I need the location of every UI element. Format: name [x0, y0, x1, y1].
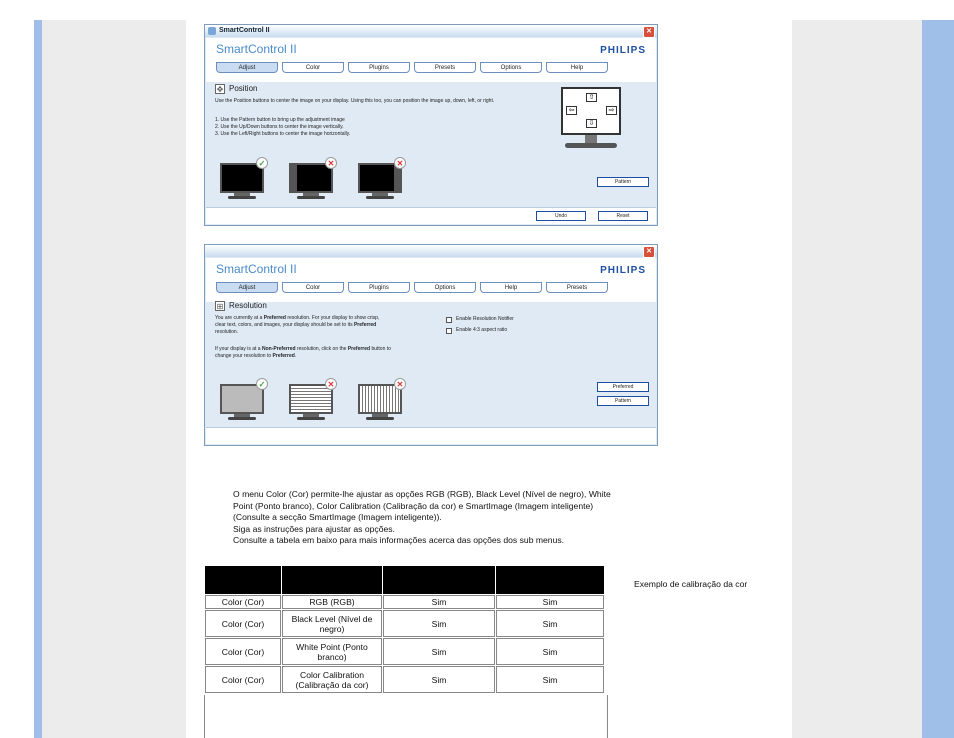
cross-icon: ✕ [325, 157, 337, 169]
color-menu-intro [233, 489, 628, 547]
text: button to change your resolution to [215, 346, 391, 359]
table-header-cell [282, 566, 382, 594]
tab-color[interactable]: Color [282, 282, 344, 293]
cross-icon: ✕ [394, 378, 406, 390]
table-cell: Black Level (Nível de negro) [282, 610, 382, 637]
table-continuation [204, 695, 608, 738]
table-cell: Sim [383, 595, 495, 609]
table-cell: Sim [496, 638, 604, 665]
close-icon[interactable]: ✕ [643, 26, 655, 38]
table-header-cell [383, 566, 495, 594]
down-arrow-icon[interactable]: ⇩ [586, 119, 597, 128]
monitor-base [366, 196, 394, 199]
position-description: Use the Position buttons to center the image on your display. Using this too, you can position the image up, down, left, or right. [215, 98, 495, 104]
pattern-button[interactable]: Pattern [597, 177, 649, 187]
monitor-example-non-preferred-1 [289, 380, 335, 422]
text: resolution, click on the [295, 346, 348, 352]
step-3: 3. Use the Left/Right buttons to center the image horizontally. [215, 131, 351, 137]
resolution-notifier-checkbox[interactable] [446, 317, 452, 323]
tab-color[interactable]: Color [282, 62, 344, 73]
smartcontrol-position-window [204, 24, 658, 226]
table-header-cell [205, 566, 281, 594]
cross-icon: ✕ [325, 378, 337, 390]
tab-help[interactable]: Help [480, 282, 542, 293]
text: You are currently at a [215, 315, 264, 321]
undo-button[interactable]: Undo [536, 211, 586, 221]
monitor-example-preferred [220, 380, 266, 422]
pattern-button[interactable]: Pattern [597, 396, 649, 406]
aspect-ratio-checkbox[interactable] [446, 328, 452, 334]
intro-line-2: Siga as instruções para ajustar as opções. [233, 523, 395, 534]
app-header [206, 258, 656, 302]
table-cell: Sim [383, 610, 495, 637]
monitor-base [565, 143, 617, 148]
position-control-diagram [539, 85, 647, 153]
monitor-example-non-preferred-2 [358, 380, 404, 422]
tab-options[interactable]: Options [414, 282, 476, 293]
close-icon[interactable]: ✕ [643, 246, 655, 258]
text: If your display is at a [215, 346, 262, 352]
window-footer [206, 427, 656, 444]
table-header-row [205, 566, 604, 594]
resolution-paragraph-2 [215, 346, 405, 360]
intro-line-3: Consulte a tabela em baixo para mais informações acerca das opções dos sub menus. [233, 535, 565, 545]
submenu-table [204, 565, 605, 694]
tab-presets[interactable]: Presets [546, 282, 608, 293]
left-arrow-icon[interactable]: ⇦ [566, 106, 577, 115]
table-header-cell [496, 566, 604, 594]
text: resolution. For your display to show crisp, clear text, colors, and images, your display should be set to its [215, 315, 380, 328]
table-row [205, 638, 604, 665]
text-bold: Preferred [263, 315, 286, 321]
cross-icon: ✕ [394, 157, 406, 169]
resolution-paragraph-1 [215, 315, 380, 336]
resolution-icon: ⊞ [216, 302, 224, 311]
position-steps [215, 117, 515, 138]
table-cell: Color (Cor) [205, 666, 281, 693]
table-cell: Color Calibration (Calibração da cor) [282, 666, 382, 693]
table-cell: Sim [496, 595, 604, 609]
position-icon: ✥ [216, 85, 224, 94]
monitor-base [228, 196, 256, 199]
window-footer [206, 207, 656, 224]
page-left-border [34, 20, 42, 738]
monitor-example-wrong-1 [289, 159, 335, 201]
section-title: Resolution [229, 301, 267, 310]
tab-help[interactable]: Help [546, 62, 608, 73]
tab-plugins[interactable]: Plugins [348, 62, 410, 73]
table-row [205, 666, 604, 693]
tab-adjust[interactable]: Adjust [216, 62, 278, 73]
app-title: SmartControl II [216, 42, 297, 56]
app-title: SmartControl II [216, 262, 297, 276]
brand-logo: PHILIPS [600, 45, 646, 56]
text-bold: Non-Preferred [261, 346, 296, 352]
table-cell: Color (Cor) [205, 638, 281, 665]
tab-presets[interactable]: Presets [414, 62, 476, 73]
table-cell: Sim [496, 666, 604, 693]
reset-button[interactable]: Reset [598, 211, 648, 221]
section-title: Position [229, 84, 258, 93]
window-title: SmartControl II [219, 27, 270, 34]
check-icon: ✓ [256, 157, 268, 169]
table-cell: Color (Cor) [205, 610, 281, 637]
app-icon [208, 27, 216, 35]
calibration-example-caption: Exemplo de calibração da cor [634, 579, 748, 589]
step-2: 2. Use the Up/Down buttons to center the image vertically. [215, 124, 344, 130]
right-arrow-icon[interactable]: ⇨ [606, 106, 617, 115]
brand-logo: PHILIPS [600, 265, 646, 276]
monitor-base [366, 417, 394, 420]
tab-adjust[interactable]: Adjust [216, 282, 278, 293]
tab-options[interactable]: Options [480, 62, 542, 73]
app-header [206, 38, 656, 82]
text-bold: Preferred [353, 322, 377, 328]
page-left-column [42, 20, 186, 738]
table-cell: RGB (RGB) [282, 595, 382, 609]
text-bold: Preferred [272, 353, 295, 359]
aspect-ratio-label: Enable 4:3 aspect ratio [456, 327, 508, 333]
up-arrow-icon[interactable]: ⇧ [586, 93, 597, 102]
smartcontrol-resolution-window [204, 244, 658, 446]
table-cell: Color (Cor) [205, 595, 281, 609]
tab-plugins[interactable]: Plugins [348, 282, 410, 293]
resolution-notifier-label: Enable Resolution Notifier [456, 316, 514, 322]
window-titlebar [205, 245, 657, 257]
table-cell: Sim [496, 610, 604, 637]
check-icon: ✓ [256, 378, 268, 390]
monitor-base [297, 196, 325, 199]
monitor-stand [585, 135, 597, 143]
intro-line-1: O menu Color (Cor) permite-lhe ajustar as opções RGB (RGB), Black Level (Nível de negro), White Point (Ponto branco), Color Calibration (Calibração da cor) e SmartImage (Imagem inteligente) (Consulte a secção SmartImage (Imagem inteligente)). [233, 489, 611, 522]
monitor-base [297, 417, 325, 420]
text: resolution. [215, 329, 239, 335]
table-row [205, 610, 604, 637]
preferred-button[interactable]: Preferred [597, 382, 649, 392]
window-titlebar [205, 25, 657, 37]
page-right-border [922, 20, 954, 738]
monitor-example-correct [220, 159, 266, 201]
text-bold: Preferred [347, 346, 371, 352]
table-cell: Sim [383, 638, 495, 665]
monitor-base [228, 417, 256, 420]
page-right-column [792, 20, 922, 738]
table-row [205, 595, 604, 609]
step-1: 1. Use the Pattern button to bring up the adjustment image [215, 117, 345, 123]
table-cell: White Point (Ponto branco) [282, 638, 382, 665]
text: . [294, 353, 297, 359]
monitor-example-wrong-2 [358, 159, 404, 201]
table-cell: Sim [383, 666, 495, 693]
